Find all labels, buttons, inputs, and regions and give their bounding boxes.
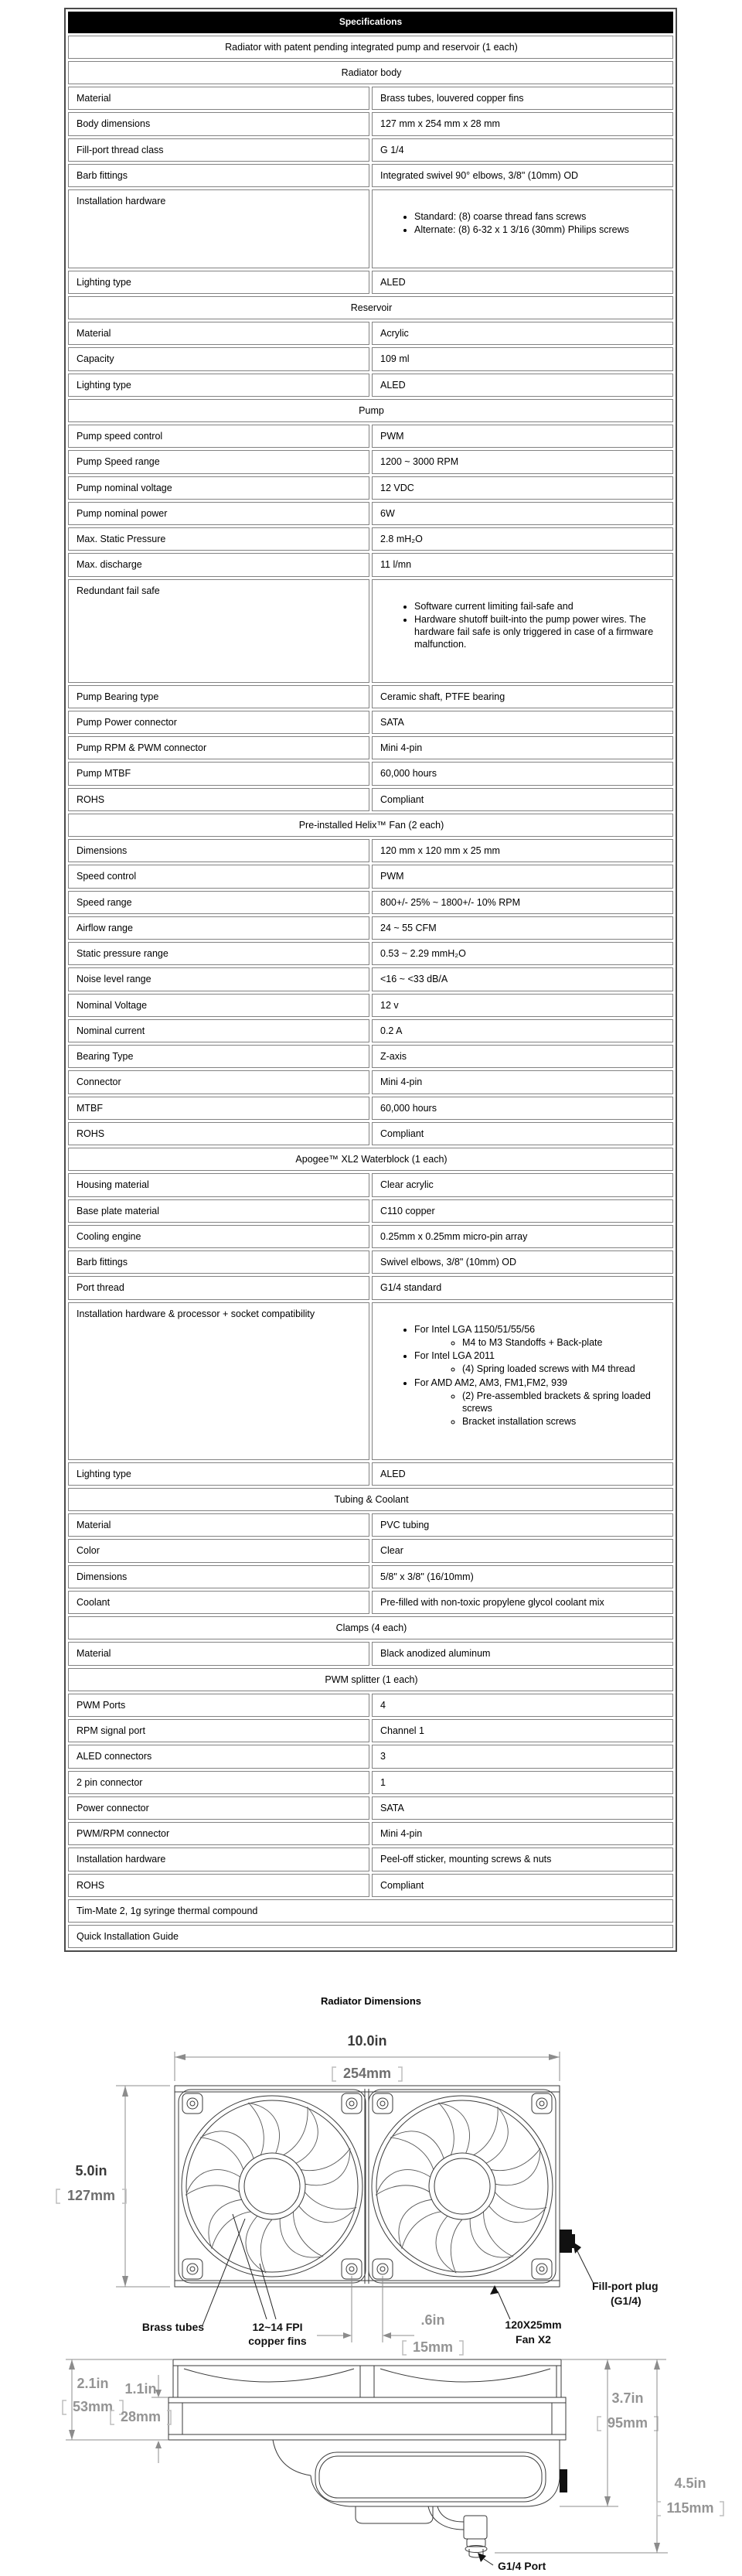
spec-row-row (68, 322, 673, 345)
spec-value: 1200 ~ 3000 RPM (372, 450, 673, 473)
spec-value: Ceramic shaft, PTFE bearing (372, 685, 673, 708)
dim-width-mm: 254mm (342, 2066, 392, 2082)
spec-row-row (68, 967, 673, 991)
spec-row-row (68, 87, 673, 110)
dim-width (175, 2033, 560, 2081)
section-header: Tubing & Coolant (68, 1488, 673, 1511)
dim-fan-gap (317, 2276, 463, 2355)
spec-row-row (68, 502, 673, 525)
spec-value: 800+/- 25% ~ 1800+/- 10% RPM (372, 891, 673, 914)
section-header: Radiator with patent pending integrated pump and reservoir (1 each) (68, 36, 673, 59)
spec-value: SATA (372, 711, 673, 734)
spec-value: 5/8" x 3/8" (16/10mm) (372, 1565, 673, 1588)
spec-value (372, 189, 673, 268)
spec-row-row (68, 1276, 673, 1299)
spec-row-row (68, 942, 673, 965)
spec-label: Noise level range (68, 967, 369, 991)
spec-value: G1/4 standard (372, 1276, 673, 1299)
spec-label: Airflow range (68, 916, 369, 940)
spec-value: Black anodized aluminum (372, 1642, 673, 1665)
spec-row-row (68, 1513, 673, 1537)
spec-value: 11 l/mn (372, 553, 673, 576)
radiator-top-view (56, 2033, 659, 2355)
spec-label: Installation hardware (68, 1848, 369, 1871)
spec-label: Pump Bearing type (68, 685, 369, 708)
spec-value: Integrated swivel 90° elbows, 3/8" (10mm) OD (372, 164, 673, 187)
spec-value: 1 (372, 1771, 673, 1794)
group-header: Reservoir (68, 296, 673, 319)
spec-value (372, 1302, 673, 1460)
spec-value: Mini 4-pin (372, 736, 673, 759)
fill-port-label-1: Fill-port plug (592, 2280, 659, 2293)
spec-value: Acrylic (372, 322, 673, 345)
side-fill-port (560, 2469, 567, 2492)
spec-row-row (68, 711, 673, 734)
spec-row-row (68, 1225, 673, 1248)
fan-size-label-2: Fan X2 (516, 2333, 551, 2346)
dim-overall-height (495, 2359, 723, 2553)
spec-value: Compliant (372, 1122, 673, 1145)
spec-value: Brass tubes, louvered copper fins (372, 87, 673, 110)
spec-title: Specifications (68, 12, 673, 33)
spec-value: 0.25mm x 0.25mm micro-pin array (372, 1225, 673, 1248)
spec-label: Nominal Voltage (68, 994, 369, 1017)
spec-row-row (68, 1539, 673, 1562)
spec-value: 4 (372, 1694, 673, 1717)
spec-row-row (68, 1796, 673, 1820)
spec-value: ALED (372, 271, 673, 294)
spec-row-row (68, 865, 673, 888)
dim-gap-in: .6in (420, 2312, 445, 2329)
spec-row-section (68, 1616, 673, 1639)
spec-label: Material (68, 1513, 369, 1537)
spec-label: Installation hardware (68, 189, 369, 268)
spec-label: ROHS (68, 788, 369, 811)
spec-row-row (68, 1874, 673, 1897)
spec-table-body (68, 36, 673, 1949)
spec-label: Coolant (68, 1591, 369, 1614)
diagram-title: Radiator Dimensions (320, 1995, 422, 2008)
spec-row-row (68, 994, 673, 1017)
spec-label: Max. discharge (68, 553, 369, 576)
spec-value: Peel-off sticker, mounting screws & nuts (372, 1848, 673, 1871)
spec-label: RPM signal port (68, 1719, 369, 1742)
spec-row-full (68, 1925, 673, 1948)
section-header: Pre-installed Helix™ Fan (2 each) (68, 814, 673, 837)
spec-label: Barb fittings (68, 164, 369, 187)
spec-value: C110 copper (372, 1199, 673, 1223)
dim-gap-mm: 15mm (412, 2339, 454, 2356)
spec-row-section (68, 1488, 673, 1511)
spec-label: Lighting type (68, 271, 369, 294)
spec-bullet-list (380, 1323, 666, 1428)
spec-title-row (68, 12, 673, 33)
spec-label: Fill-port thread class (68, 138, 369, 162)
radiator-side-view (63, 2359, 723, 2572)
spec-row-row (68, 1771, 673, 1794)
spec-value: 12 VDC (372, 476, 673, 500)
spec-label: Nominal current (68, 1019, 369, 1042)
spec-bullet: • Hardware shutoff built-into the pump power wires. The hardware fail safe is only triggered in case of a firmware malfunction. (414, 613, 666, 651)
spec-row-row (68, 891, 673, 914)
spec-value: PVC tubing (372, 1513, 673, 1537)
spec-row-subheader (68, 296, 673, 319)
spec-label: Capacity (68, 347, 369, 370)
spec-row-row (68, 1719, 673, 1742)
copper-fins-label-1: 12~14 FPI (252, 2321, 303, 2334)
spec-value: PWM (372, 425, 673, 448)
spec-value: Clear acrylic (372, 1173, 673, 1196)
spec-value: 127 mm x 254 mm x 28 mm (372, 112, 673, 135)
spec-row-section (68, 36, 673, 59)
spec-label: MTBF (68, 1097, 369, 1120)
group-header: Pump (68, 399, 673, 422)
spec-bullet: ◦ Bracket installation screws (462, 1415, 666, 1428)
spec-row-row (68, 579, 673, 683)
spec-row-row (68, 1019, 673, 1042)
spec-value: 60,000 hours (372, 1097, 673, 1120)
spec-label: Dimensions (68, 1565, 369, 1588)
fill-port-plug (560, 2230, 572, 2253)
spec-label: Pump Speed range (68, 450, 369, 473)
spec-value: 60,000 hours (372, 762, 673, 785)
spec-label: Material (68, 87, 369, 110)
spec-value: Mini 4-pin (372, 1822, 673, 1845)
spec-label: Material (68, 1642, 369, 1665)
spec-label: Speed range (68, 891, 369, 914)
spec-label: Lighting type (68, 1462, 369, 1486)
copper-fins-label-2: copper fins (248, 2335, 307, 2348)
spec-label: Bearing Type (68, 1045, 369, 1068)
spec-value: ALED (372, 374, 673, 397)
spec-row-row (68, 527, 673, 551)
spec-row-row (68, 1462, 673, 1486)
spec-row-row (68, 1822, 673, 1845)
spec-label: 2 pin connector (68, 1771, 369, 1794)
spec-bullet: ◦ M4 to M3 Standoffs + Back-plate (462, 1336, 666, 1349)
specifications-table (64, 8, 677, 1952)
spec-row-row (68, 1591, 673, 1614)
dim-overall-mm: 115mm (666, 2500, 714, 2516)
spec-row-row (68, 553, 673, 576)
spec-row-section (68, 1668, 673, 1691)
spec-value: Compliant (372, 1874, 673, 1897)
spec-label: ROHS (68, 1122, 369, 1145)
spec-label: Material (68, 322, 369, 345)
dim-radiator-height (111, 2375, 171, 2463)
spec-label: Lighting type (68, 374, 369, 397)
spec-value (372, 579, 673, 683)
spec-label: Pump nominal voltage (68, 476, 369, 500)
spec-label: Dimensions (68, 839, 369, 862)
dim-total-mm: 53mm (72, 2399, 114, 2415)
spec-value: 109 ml (372, 347, 673, 370)
dim-height-in: 5.0in (75, 2163, 107, 2179)
brass-tubes-label: Brass tubes (141, 2321, 205, 2334)
dim-height (56, 2086, 170, 2287)
dim-total-height (63, 2359, 173, 2440)
section-header: Clamps (4 each) (68, 1616, 673, 1639)
dim-rad-in: 1.1in (124, 2381, 157, 2397)
spec-row-row (68, 374, 673, 397)
spec-row-row (68, 1045, 673, 1068)
spec-value: 3 (372, 1745, 673, 1768)
spec-value: 0.53 ~ 2.29 mmH₂O (372, 942, 673, 965)
spec-label: Redundant fail safe (68, 579, 369, 683)
spec-row-row (68, 916, 673, 940)
spec-bullet: • Software current limiting fail-safe and (414, 600, 666, 612)
fill-port-label-2: (G1/4) (611, 2295, 642, 2308)
spec-value: Swivel elbows, 3/8" (10mm) OD (372, 1250, 673, 1274)
spec-row-section (68, 814, 673, 837)
spec-row-row (68, 164, 673, 187)
spec-row-row (68, 425, 673, 448)
spec-row-row (68, 685, 673, 708)
spec-value: SATA (372, 1796, 673, 1820)
spec-value: Compliant (372, 788, 673, 811)
spec-value: Pre-filled with non-toxic propylene glycol coolant mix (372, 1591, 673, 1614)
spec-value: 24 ~ 55 CFM (372, 916, 673, 940)
dim-housing-in: 3.7in (611, 2390, 644, 2407)
spec-row-row (68, 1173, 673, 1196)
spec-row-row (68, 1122, 673, 1145)
dim-rad-mm: 28mm (120, 2409, 162, 2425)
dim-housing-mm: 95mm (607, 2415, 648, 2431)
spec-row-full (68, 1899, 673, 1923)
spec-row-row (68, 189, 673, 268)
spec-row-subheader (68, 61, 673, 84)
spec-bullet: • Standard: (8) coarse thread fans screws (414, 210, 666, 223)
dim-width-in: 10.0in (347, 2033, 387, 2049)
spec-row-row (68, 450, 673, 473)
spec-bullet-list (380, 600, 666, 651)
spec-label: Max. Static Pressure (68, 527, 369, 551)
spec-bullet: ◦ (2) Pre-assembled brackets & spring loaded screws (462, 1390, 666, 1415)
spec-row-row (68, 788, 673, 811)
spec-value: G 1/4 (372, 138, 673, 162)
spec-row-row (68, 1250, 673, 1274)
accessory-row: Tim-Mate 2, 1g syringe thermal compound (68, 1899, 673, 1923)
spec-label: Housing material (68, 1173, 369, 1196)
spec-bullet: ◦ (4) Spring loaded screws with M4 thread (462, 1363, 666, 1375)
spec-label: Installation hardware & processor + socket compatibility (68, 1302, 369, 1460)
spec-value: ALED (372, 1462, 673, 1486)
housing-foot (356, 2506, 433, 2523)
spec-label: PWM/RPM connector (68, 1822, 369, 1845)
spec-label: Static pressure range (68, 942, 369, 965)
spec-value: Z-axis (372, 1045, 673, 1068)
section-header: Apogee™ XL2 Waterblock (1 each) (68, 1148, 673, 1171)
spec-value: Channel 1 (372, 1719, 673, 1742)
spec-label: ROHS (68, 1874, 369, 1897)
elbow-fitting (464, 2516, 487, 2539)
spec-label: Port thread (68, 1276, 369, 1299)
spec-row-row (68, 1302, 673, 1460)
spec-label: Base plate material (68, 1199, 369, 1223)
spec-label: Pump Power connector (68, 711, 369, 734)
spec-value: 6W (372, 502, 673, 525)
spec-row-row (68, 1070, 673, 1094)
spec-label: Pump nominal power (68, 502, 369, 525)
spec-label: PWM Ports (68, 1694, 369, 1717)
spec-row-row (68, 839, 673, 862)
spec-label: Cooling engine (68, 1225, 369, 1248)
spec-row-row (68, 476, 673, 500)
spec-label: Body dimensions (68, 112, 369, 135)
spec-row-row (68, 1642, 673, 1665)
reservoir-window (315, 2452, 546, 2502)
dim-total-in: 2.1in (77, 2376, 109, 2392)
dim-housing-height (560, 2359, 666, 2506)
spec-row-row (68, 1745, 673, 1768)
housing-outline (311, 2440, 560, 2506)
section-header: PWM splitter (1 each) (68, 1668, 673, 1691)
spec-row-row (68, 347, 673, 370)
spec-table-head (68, 12, 673, 33)
fan-layer-outline (173, 2359, 561, 2397)
spec-value: 0.2 A (372, 1019, 673, 1042)
spec-label: Pump MTBF (68, 762, 369, 785)
spec-bullet: • For AMD AM2, AM3, FM1,FM2, 939 ◦ (2) Pre-assembled brackets & spring loaded screws ◦ Bracket installation screws (414, 1377, 666, 1428)
dim-height-mm: 127mm (66, 2188, 116, 2204)
g14-port-label: G1/4 Port (498, 2560, 546, 2573)
spec-row-row (68, 1848, 673, 1871)
spec-row-row (68, 1694, 673, 1717)
spec-row-row (68, 762, 673, 785)
spec-row-row (68, 1097, 673, 1120)
spec-label: Pump speed control (68, 425, 369, 448)
spec-row-row (68, 271, 673, 294)
radiator-core-outline (168, 2397, 566, 2440)
spec-bullet: • For Intel LGA 1150/51/55/56 ◦ M4 to M3 Standoffs + Back-plate (414, 1323, 666, 1349)
spec-row-row (68, 1565, 673, 1588)
spec-row-section (68, 1148, 673, 1171)
spec-row-row (68, 112, 673, 135)
group-header: Radiator body (68, 61, 673, 84)
fill-port-callout-arrow (573, 2242, 581, 2254)
spec-label: Pump RPM & PWM connector (68, 736, 369, 759)
fan-size-label-1: 120X25mm (505, 2318, 562, 2332)
spec-label: Power connector (68, 1796, 369, 1820)
spec-row-subheader (68, 399, 673, 422)
spec-value: 12 v (372, 994, 673, 1017)
spec-bullet: • Alternate: (8) 6-32 x 1 3/16 (30mm) Philips screws (414, 223, 666, 236)
spec-row-row (68, 138, 673, 162)
spec-value: 120 mm x 120 mm x 25 mm (372, 839, 673, 862)
spec-bullet-list (380, 210, 666, 237)
spec-row-row (68, 736, 673, 759)
housing-left-curve (273, 2440, 311, 2475)
spec-value: Mini 4-pin (372, 1070, 673, 1094)
spec-value: Clear (372, 1539, 673, 1562)
accessory-row: Quick Installation Guide (68, 1925, 673, 1948)
spec-bullet: • For Intel LGA 2011 ◦ (4) Spring loaded screws with M4 thread (414, 1349, 666, 1376)
spec-value: 2.8 mH₂O (372, 527, 673, 551)
spec-label: Speed control (68, 865, 369, 888)
radiator-dimensions-diagram (0, 2011, 742, 2576)
spec-label: Barb fittings (68, 1250, 369, 1274)
spec-row-row (68, 1199, 673, 1223)
dim-overall-in: 4.5in (674, 2475, 706, 2492)
spec-label: Connector (68, 1070, 369, 1094)
spec-value: PWM (372, 865, 673, 888)
spec-value: <16 ~ <33 dB/A (372, 967, 673, 991)
spec-label: Color (68, 1539, 369, 1562)
spec-label: ALED connectors (68, 1745, 369, 1768)
